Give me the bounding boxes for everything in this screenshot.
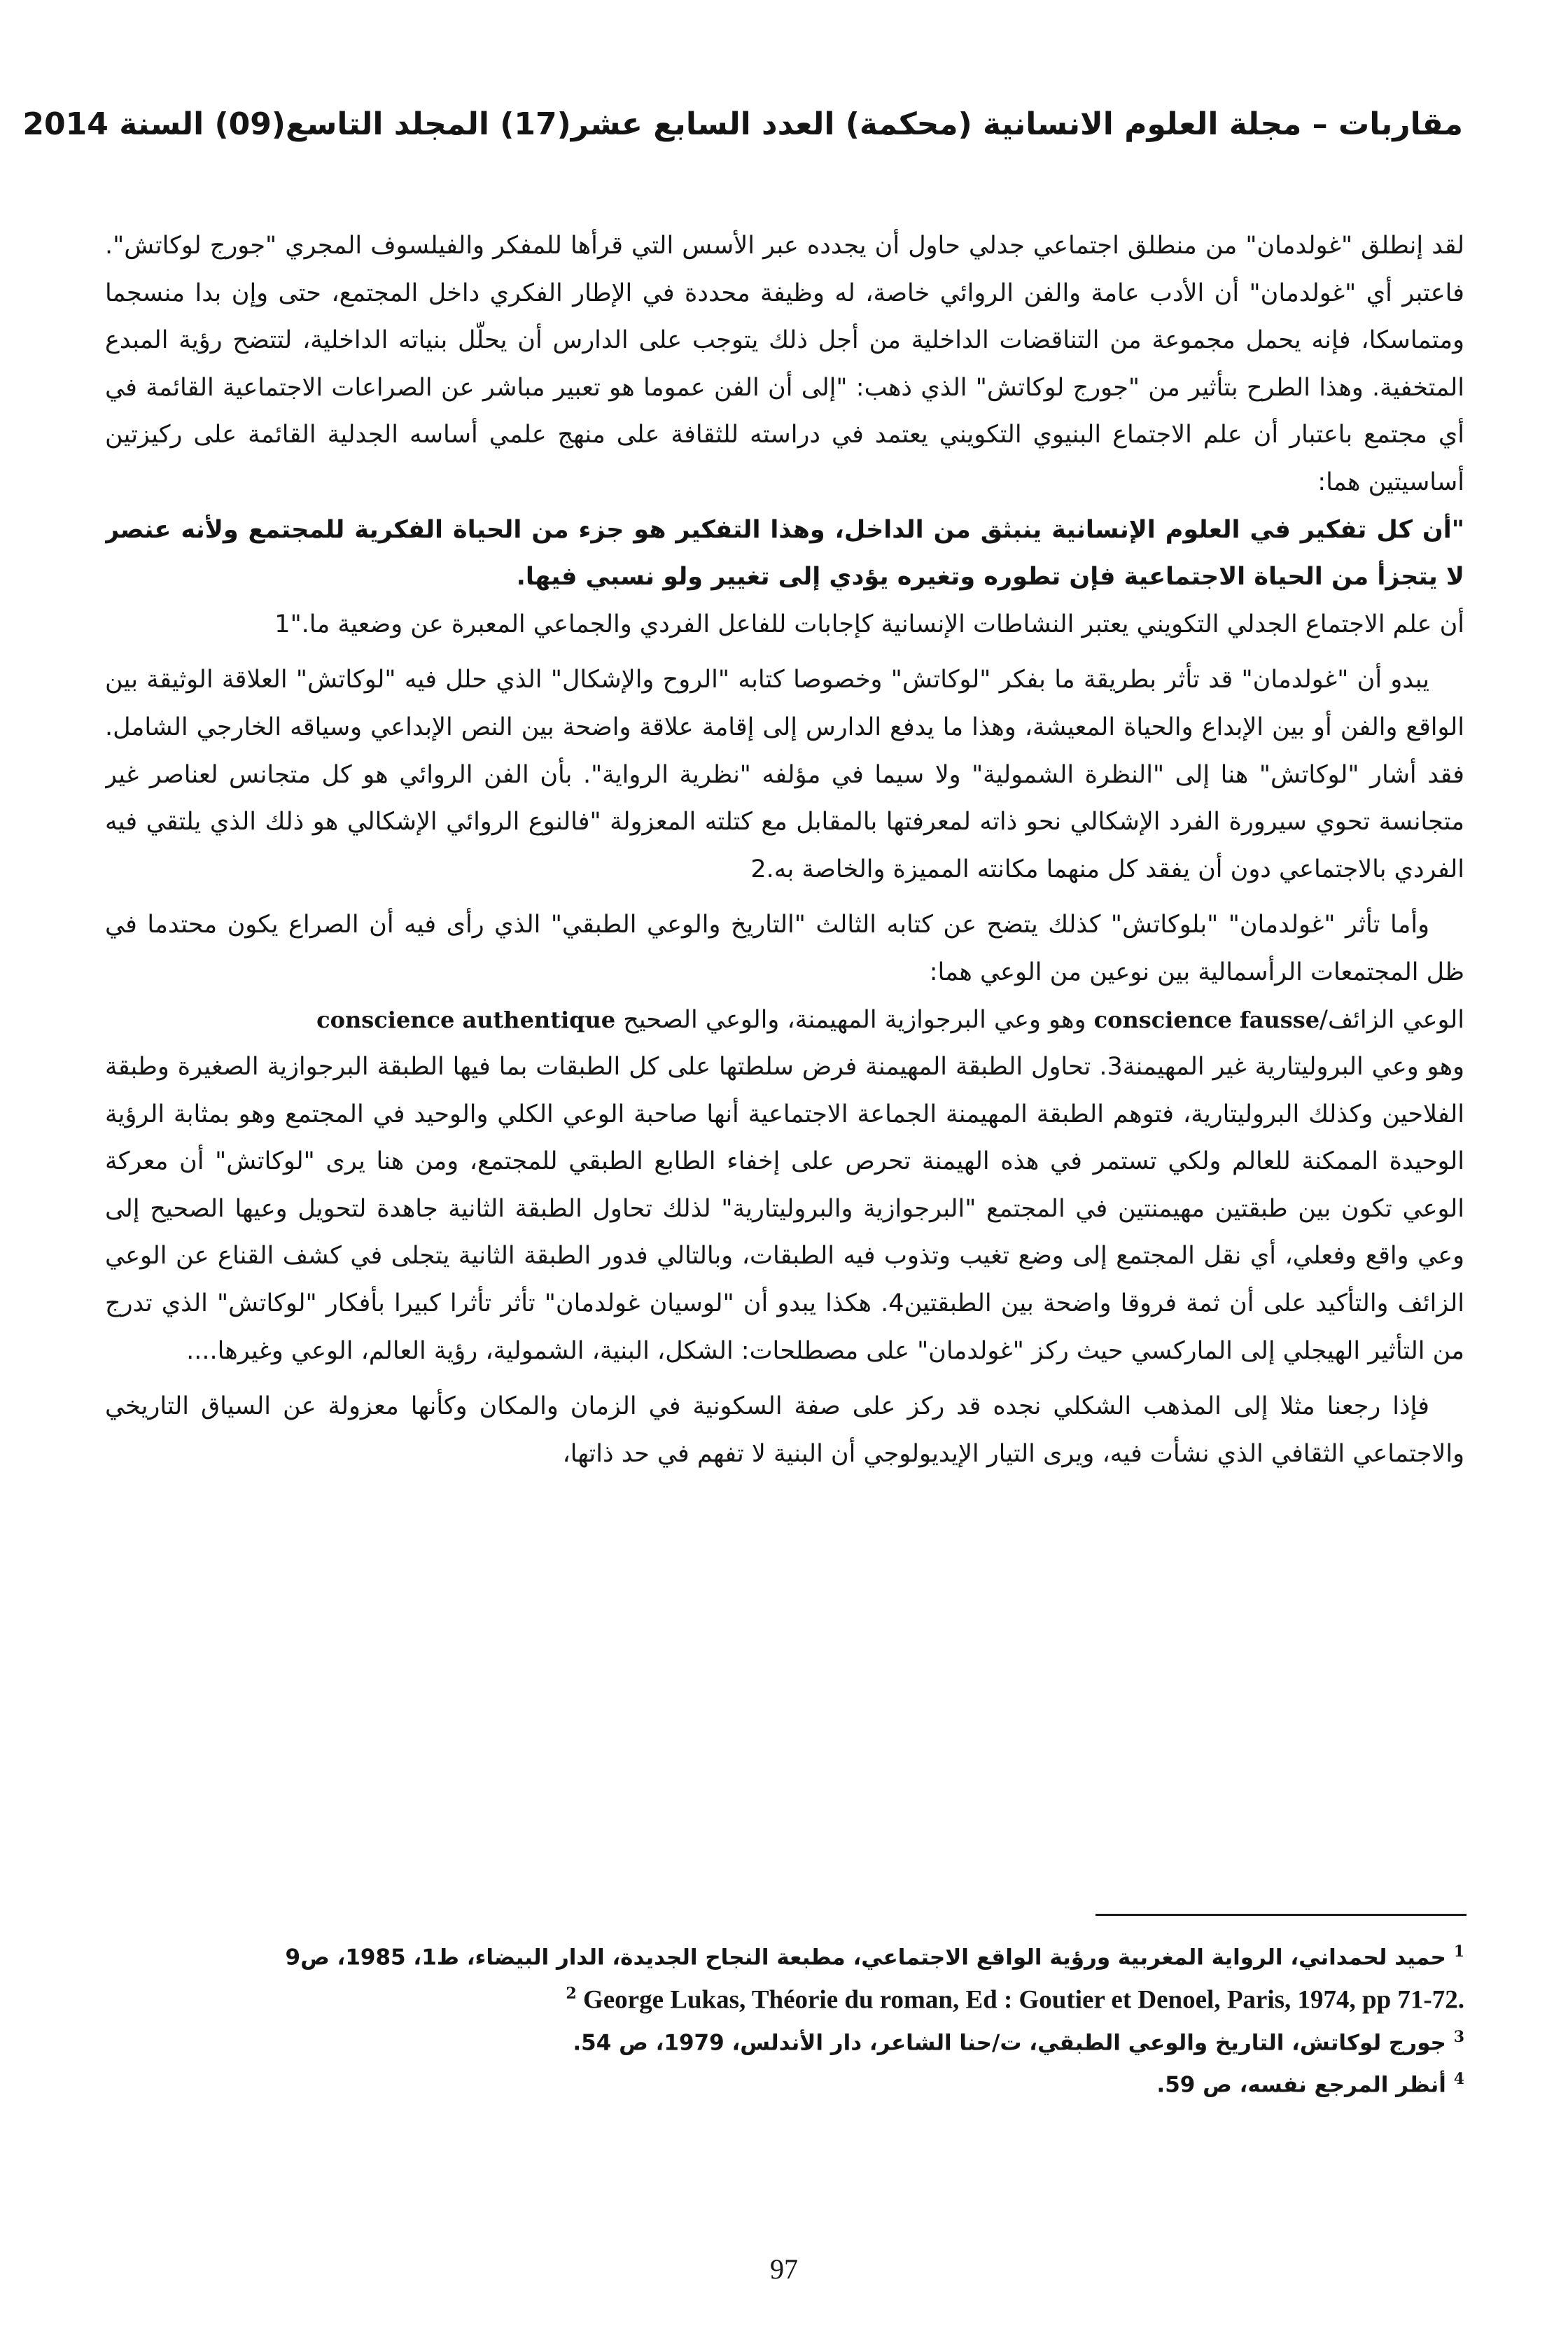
paragraph-goldmann-intro: لقد إنطلق "غولدمان" من منطلق اجتماعي جدلي حاول أن يجدده عبر الأسس التي قرأها للمفكر والفيلسوف المجري "جورج لوكاتش". فاعتبر أي "غولدمان" أن الأدب عامة والفن الروائي خاصة، له وظيفة محددة في الإطار الفكري داخل المجتمع، حتى وإن بدا منسجما ومتماسكا، فإنه يحمل مجموعة من التناقضات الداخلية من أجل ذلك يتوجب على الدارس أن يحلّل بنياته الداخلية، لتتضح رؤية المبدع المتخفية. وهذا الطرح بتأثير من "جورج لوكاتش" الذي ذهب: "إلى أن الفن عموما هو تعبير مباشر عن الصراعات الاجتماعية القائمة في أي مجتمع باعتبار أن علم الاجتماع البنيوي التكويني يعتمد في دراسته للثقافة على منهج علمي أساسه الجدلية القائمة على ركيزتين أساسيتين هما:: [105, 232, 1464, 496]
footnote-item: [105, 2061, 1464, 2103]
page-number: 97: [770, 2253, 798, 2285]
paragraph-lukacs-influence: يبدو أن "غولدمان" قد تأثر بطريقة ما بفكر "لوكاتش" وخصوصا كتابه "الروح والإشكال" الذي حلل فيه "لوكاتش" العلاقة الوثيقة بين الواقع والفن أو بين الإبداع والحياة المعيشة، وهذا ما يدفع الدارس إلى إقامة علاقة واضحة بين النص الإبداعي وسياقه الخارجي الشامل. فقد أشار "لوكاتش" هنا إلى "النظرة الشمولية" ولا سيما في مؤلفه "نظرية الرواية". بأن الفن الروائي هو كل متجانس لعناصر غير متجانسة تحوي سيرورة الفرد الإشكالي نحو ذاته لمعرفتها بالمقابل مع كتلته المعزولة "فالنوع الروائي الإشكالي هو ذلك الذي يلتقي فيه الفردي بالاجتماعي دون أن يفقد كل منهما مكانته المميزة والخاصة به.2: [105, 666, 1464, 883]
paragraph-quote-second-pillar: أن علم الاجتماع الجدلي التكويني يعتبر النشاطات الإنسانية كإجابات للفاعل الفردي والجماعي المعبرة عن وضعية ما."1: [274, 610, 1464, 638]
false-consciousness-label: الوعي الزائف/: [1320, 1005, 1464, 1034]
footnote-item: [105, 1933, 1464, 1975]
footnote-number: 1: [1453, 1942, 1464, 1961]
footnote-text: جورج لوكاتش، التاريخ والوعي الطبقي، ت/حنا الشاعر، دار الأندلس، 1979، ص 54.: [573, 2029, 1446, 2055]
article-body: [105, 223, 1464, 1847]
paragraph-formalism: فإذا رجعنا مثلا إلى المذهب الشكلي نجده قد ركز على صفة السكونية في الزمان والمكان وكأنها معزولة عن السياق التاريخي والاجتماعي الثقافي الذي نشأت فيه، ويرى التيار الإيديولوجي أن البنية لا تفهم في حد ذاتها،: [105, 1392, 1464, 1468]
paragraph-quote-first-pillar: "أن كل تفكير في العلوم الإنسانية ينبثق من الداخل، وهذا التفكير هو جزء من الحياة الفكرية للمجتمع ولأنه عنصر لا يتجزأ من الحياة الاجتماعية فإن تطوره وتغيره يؤدي إلى تغيير ولو نسبي فيها.: [105, 515, 1464, 592]
footnote-text: George Lukas, Théorie du roman, Ed : Goutier et Denoel, Paris, 1974, pp 71-72.: [582, 1985, 1464, 2015]
footnote-number: 4: [1453, 2069, 1464, 2088]
paragraph-history-class-consciousness: وأما تأثر "غولدمان" "بلوكاتش" كذلك يتضح عن كتابه الثالث "التاريخ والوعي الطبقي" الذي رأى فيه أن الصراع يكون محتدما في ظل المجتمعات الرأسمالية بين نوعين من الوعي هما:: [105, 911, 1464, 986]
consciousness-types-line: [105, 997, 1464, 1044]
running-header: مقاربات – مجلة العلوم الانسانية (محكمة) العدد السابع عشر(17) المجلد التاسع(09) السنة 2014: [22, 106, 1463, 142]
paragraph-hegemony: وهو وعي البروليتارية غير المهيمنة3. تحاول الطبقة المهيمنة فرض سلطتها على كل الطبقات بما فيها الطبقة البرجوازية الصغيرة وطبقة الفلاحين وكذلك البروليتارية، فتوهم الطبقة المهيمنة الجماعة الاجتماعية أنها صاحبة الوعي الكلي والوحيد في المجتمع وهو بمثابة الرؤية الوحيدة الممكنة للعالم ولكي تستمر في هذه الهيمنة تحرص على إخفاء الطابع الطبقي للمجتمع، ومن هنا يرى "لوكاتش" أن معركة الوعي تكون بين طبقتين مهيمنتين في المجتمع "البرجوازية والبروليتارية" لذلك تحاول الطبقة الثانية جاهدة لتحويل وعيها الصحيح إلى وعي واقع وفعلي، أي نقل المجتمع إلى وضع تغيب وتذوب فيه الطبقات، وبالتالي فدور الطبقة الثانية يتجلى في كشف القناع عن الوعي الزائف والتأكيد على أن ثمة فروقا واضحة بين الطبقتين4. هكذا يبدو أن "لوسيان غولدمان" تأثر تأثرا كبيرا بأفكار "لوكاتش" الذي تدرج من التأثير الهيجلي إلى الماركسي حيث ركز "غولدمان" على مصطلحات: الشكل، البنية، الشمولية، رؤية العالم، الوعي وغيرها....: [105, 1053, 1464, 1365]
true-consciousness-term: conscience authentique: [316, 1006, 616, 1033]
footnote-item: [105, 2019, 1464, 2061]
footnote-text: أنظر المرجع نفسه، ص 59.: [1156, 2072, 1446, 2098]
consciousness-middle-text: وهو وعي البرجوازية المهيمنة، والوعي الصحيح: [623, 1005, 1086, 1034]
footnote-number: 3: [1453, 2027, 1464, 2046]
footnotes: [105, 1933, 1464, 2103]
footnote-number: 2: [566, 1984, 577, 2003]
footnote-text: حميد لحمداني، الرواية المغربية ورؤية الواقع الاجتماعي، مطبعة النجاح الجديدة، الدار البيضاء، ط1، 1985، ص9: [285, 1945, 1446, 1970]
footnote-separator: [1096, 1914, 1466, 1916]
footnote-item: [105, 1975, 1464, 2018]
false-consciousness-term: conscience fausse: [1093, 1006, 1320, 1033]
